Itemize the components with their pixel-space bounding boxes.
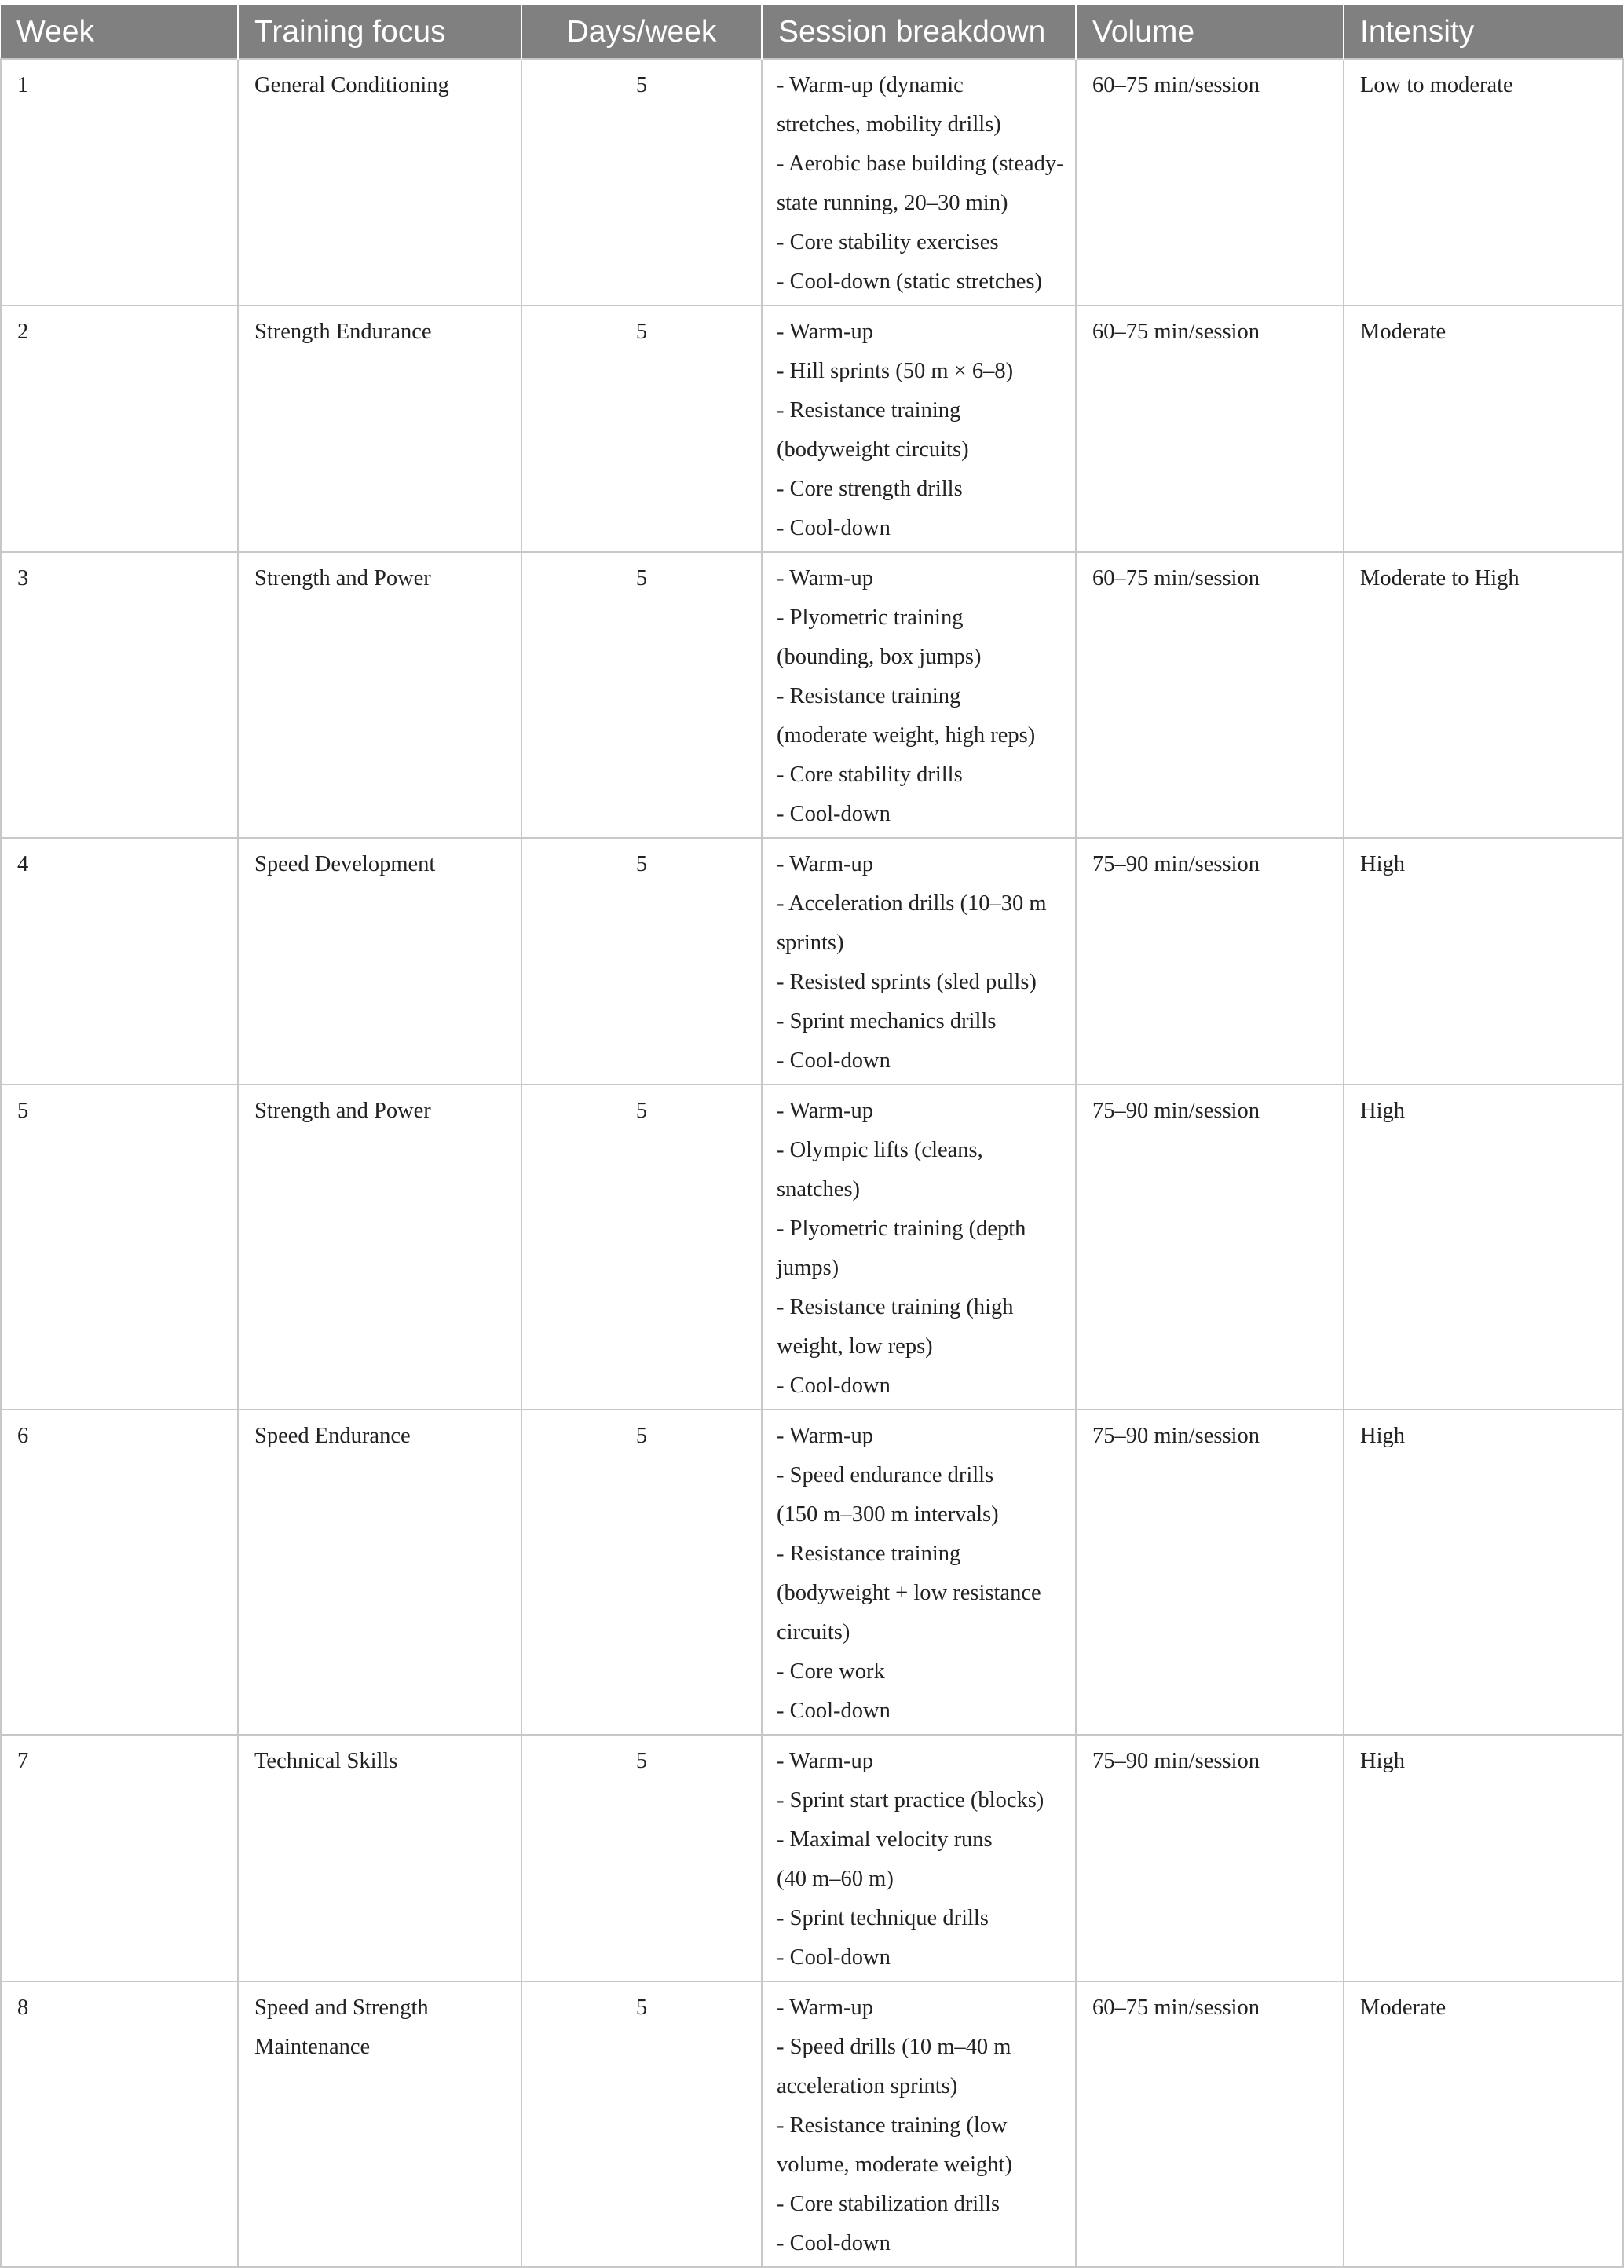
cell-session-breakdown-line: - Cool-down bbox=[777, 516, 891, 540]
cell-training-focus: Strength and Power bbox=[238, 552, 521, 838]
cell-session-breakdown-line: (150 m–300 m intervals) bbox=[777, 1502, 999, 1527]
header-intensity: Intensity bbox=[1344, 5, 1623, 59]
cell-week: 4 bbox=[1, 838, 238, 1085]
cell-session-breakdown-line: - Core stability drills bbox=[777, 763, 963, 787]
cell-session-breakdown-line: - Cool-down (static stretches) bbox=[777, 269, 1042, 294]
cell-volume: 60–75 min/session bbox=[1076, 1981, 1344, 2267]
header-row bbox=[1, 5, 1623, 59]
cell-week: 5 bbox=[1, 1085, 238, 1410]
table-body bbox=[1, 59, 1623, 2267]
cell-volume: 60–75 min/session bbox=[1076, 59, 1344, 305]
cell-session-breakdown bbox=[762, 1981, 1076, 2267]
cell-volume: 75–90 min/session bbox=[1076, 1735, 1344, 1981]
cell-volume: 75–90 min/session bbox=[1076, 838, 1344, 1085]
cell-session-breakdown-line: acceleration sprints) bbox=[777, 2074, 958, 2098]
cell-session-breakdown-line: (40 m–60 m) bbox=[777, 1867, 894, 1891]
cell-volume: 75–90 min/session bbox=[1076, 1085, 1344, 1410]
table-row bbox=[1, 1410, 1623, 1735]
cell-days-per-week: 5 bbox=[521, 1981, 762, 2267]
cell-session-breakdown-line: - Resistance training bbox=[777, 1542, 961, 1566]
cell-session-breakdown-line: - Maximal velocity runs bbox=[777, 1827, 993, 1852]
cell-session-breakdown-line: - Warm-up bbox=[777, 1424, 874, 1448]
table-row bbox=[1, 552, 1623, 838]
cell-session-breakdown-line: sprints) bbox=[777, 931, 844, 955]
cell-days-per-week: 5 bbox=[521, 1410, 762, 1735]
cell-days-per-week: 5 bbox=[521, 59, 762, 305]
table-row bbox=[1, 1981, 1623, 2267]
cell-session-breakdown-line: - Cool-down bbox=[777, 802, 891, 826]
cell-session-breakdown-line: - Cool-down bbox=[777, 1374, 891, 1398]
cell-session-breakdown-line: - Warm-up bbox=[777, 1749, 874, 1773]
cell-session-breakdown-line: - Cool-down bbox=[777, 1945, 891, 1970]
cell-session-breakdown-line: - Acceleration drills (10–30 m bbox=[777, 891, 1047, 916]
cell-week: 1 bbox=[1, 59, 238, 305]
cell-session-breakdown-line: (bounding, box jumps) bbox=[777, 645, 982, 669]
cell-week: 8 bbox=[1, 1981, 238, 2267]
cell-session-breakdown-line: - Warm-up bbox=[777, 1995, 874, 2020]
training-table-container bbox=[0, 5, 1622, 2268]
header-training-focus: Training focus bbox=[238, 5, 521, 59]
cell-session-breakdown bbox=[762, 552, 1076, 838]
header-session-breakdown: Session breakdown bbox=[762, 5, 1076, 59]
cell-session-breakdown-line: - Speed endurance drills bbox=[777, 1463, 994, 1487]
cell-session-breakdown-line: - Core stability exercises bbox=[777, 230, 999, 254]
cell-training-focus: Strength Endurance bbox=[238, 305, 521, 552]
cell-session-breakdown-line: - Resistance training bbox=[777, 398, 961, 423]
cell-session-breakdown-line: (moderate weight, high reps) bbox=[777, 723, 1036, 748]
cell-session-breakdown-line: - Hill sprints (50 m × 6–8) bbox=[777, 359, 1014, 383]
cell-session-breakdown-line: - Cool-down bbox=[777, 2231, 891, 2255]
table-row bbox=[1, 1735, 1623, 1981]
cell-volume: 60–75 min/session bbox=[1076, 305, 1344, 552]
table-row bbox=[1, 1085, 1623, 1410]
cell-training-focus: Speed Development bbox=[238, 838, 521, 1085]
table-row bbox=[1, 838, 1623, 1085]
cell-training-focus-line: Maintenance bbox=[254, 2035, 371, 2059]
cell-intensity: High bbox=[1344, 1085, 1623, 1410]
cell-session-breakdown-line: - Core work bbox=[777, 1659, 885, 1684]
cell-intensity: Low to moderate bbox=[1344, 59, 1623, 305]
cell-session-breakdown-line: - Sprint mechanics drills bbox=[777, 1009, 997, 1033]
cell-session-breakdown-line: - Plyometric training bbox=[777, 605, 964, 630]
cell-session-breakdown bbox=[762, 838, 1076, 1085]
cell-session-breakdown-line: - Cool-down bbox=[777, 1699, 891, 1723]
cell-week: 7 bbox=[1, 1735, 238, 1981]
cell-volume: 60–75 min/session bbox=[1076, 552, 1344, 838]
cell-session-breakdown-line: stretches, mobility drills) bbox=[777, 112, 1001, 137]
cell-session-breakdown-line: - Warm-up bbox=[777, 1099, 874, 1123]
cell-intensity: High bbox=[1344, 838, 1623, 1085]
cell-volume: 75–90 min/session bbox=[1076, 1410, 1344, 1735]
cell-session-breakdown-line: (bodyweight + low resistance bbox=[777, 1581, 1041, 1605]
cell-session-breakdown-line: - Resistance training bbox=[777, 684, 961, 708]
cell-session-breakdown-line: - Olympic lifts (cleans, bbox=[777, 1138, 983, 1162]
cell-session-breakdown-line: snatches) bbox=[777, 1177, 861, 1202]
cell-session-breakdown-line: - Resisted sprints (sled pulls) bbox=[777, 970, 1037, 994]
cell-session-breakdown-line: - Warm-up bbox=[777, 566, 874, 591]
cell-days-per-week: 5 bbox=[521, 1735, 762, 1981]
cell-session-breakdown-line: - Core stabilization drills bbox=[777, 2192, 1000, 2216]
cell-intensity: Moderate to High bbox=[1344, 552, 1623, 838]
cell-week: 2 bbox=[1, 305, 238, 552]
cell-days-per-week: 5 bbox=[521, 305, 762, 552]
cell-training-focus-line: Speed and Strength bbox=[254, 1995, 429, 2020]
header-week: Week bbox=[1, 5, 238, 59]
cell-days-per-week: 5 bbox=[521, 552, 762, 838]
cell-session-breakdown-line: - Plyometric training (depth bbox=[777, 1216, 1026, 1241]
cell-session-breakdown-line: - Speed drills (10 m–40 m bbox=[777, 2035, 1011, 2059]
cell-session-breakdown-line: - Aerobic base building (steady- bbox=[777, 152, 1064, 176]
cell-session-breakdown bbox=[762, 1735, 1076, 1981]
cell-session-breakdown-line: state running, 20–30 min) bbox=[777, 191, 1008, 215]
table-row bbox=[1, 59, 1623, 305]
training-program-table bbox=[0, 5, 1624, 2268]
cell-session-breakdown bbox=[762, 305, 1076, 552]
cell-intensity: High bbox=[1344, 1735, 1623, 1981]
cell-session-breakdown-line: - Warm-up (dynamic bbox=[777, 73, 964, 97]
cell-session-breakdown-line: - Warm-up bbox=[777, 320, 874, 344]
cell-session-breakdown-line: - Warm-up bbox=[777, 852, 874, 876]
cell-session-breakdown-line: - Sprint start practice (blocks) bbox=[777, 1788, 1044, 1813]
cell-intensity: Moderate bbox=[1344, 305, 1623, 552]
cell-session-breakdown-line: (bodyweight circuits) bbox=[777, 437, 969, 462]
cell-intensity: Moderate bbox=[1344, 1981, 1623, 2267]
cell-session-breakdown bbox=[762, 1410, 1076, 1735]
cell-training-focus: Strength and Power bbox=[238, 1085, 521, 1410]
cell-session-breakdown-line: - Core strength drills bbox=[777, 477, 963, 501]
cell-session-breakdown-line: circuits) bbox=[777, 1620, 850, 1644]
cell-session-breakdown bbox=[762, 59, 1076, 305]
cell-training-focus: General Conditioning bbox=[238, 59, 521, 305]
table-row bbox=[1, 305, 1623, 552]
cell-session-breakdown bbox=[762, 1085, 1076, 1410]
cell-days-per-week: 5 bbox=[521, 838, 762, 1085]
cell-session-breakdown-line: jumps) bbox=[777, 1256, 839, 1280]
cell-days-per-week: 5 bbox=[521, 1085, 762, 1410]
cell-intensity: High bbox=[1344, 1410, 1623, 1735]
cell-session-breakdown-line: - Resistance training (high bbox=[777, 1295, 1014, 1319]
cell-session-breakdown-line: - Cool-down bbox=[777, 1048, 891, 1073]
cell-session-breakdown-line: - Resistance training (low bbox=[777, 2113, 1008, 2138]
cell-training-focus: Speed Endurance bbox=[238, 1410, 521, 1735]
cell-session-breakdown-line: weight, low reps) bbox=[777, 1334, 933, 1359]
cell-session-breakdown-line: volume, moderate weight) bbox=[777, 2153, 1012, 2177]
cell-session-breakdown-line: - Sprint technique drills bbox=[777, 1906, 989, 1930]
cell-week: 3 bbox=[1, 552, 238, 838]
header-days-per-week: Days/week bbox=[521, 5, 762, 59]
cell-training-focus: Technical Skills bbox=[238, 1735, 521, 1981]
table-header bbox=[1, 5, 1623, 59]
cell-training-focus bbox=[238, 1981, 521, 2267]
header-volume: Volume bbox=[1076, 5, 1344, 59]
cell-week: 6 bbox=[1, 1410, 238, 1735]
